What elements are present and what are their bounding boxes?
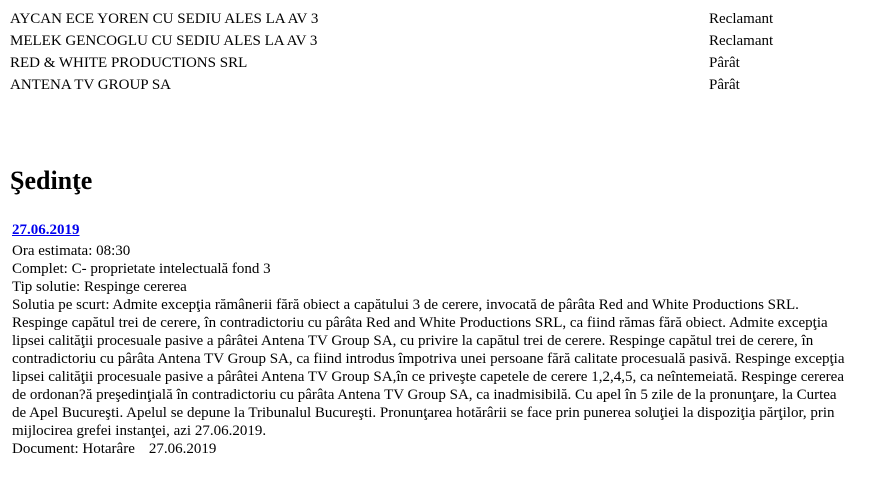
party-row [10, 52, 860, 74]
party-row [10, 74, 860, 96]
document-date: 27.06.2019 [148, 441, 217, 457]
session-solution-type: Tip solutie: Respinge cererea [12, 279, 187, 295]
party-role: Reclamant [709, 10, 774, 27]
party-role: Reclamant [709, 32, 774, 49]
session-document [12, 440, 852, 458]
parties-table [10, 8, 860, 96]
document-label: Document: Hotarâre [12, 441, 135, 457]
party-name: MELEK GENCOGLU CU SEDIU ALES LA AV 3 [10, 32, 318, 49]
session-date-link[interactable]: 27.06.2019 [12, 222, 80, 238]
session-entry [12, 221, 852, 458]
session-time: Ora estimata: 08:30 [12, 243, 131, 259]
party-name: AYCAN ECE YOREN CU SEDIU ALES LA AV 3 [10, 10, 319, 27]
party-row [10, 30, 860, 52]
party-role: Pârât [709, 54, 740, 71]
session-solution-summary: Solutia pe scurt: Admite excepţia rămânerii fără obiect a capătului 3 de cerere, invocată de pârâta Red and White Productions SRL. Respinge capătul trei de cerere, în contradictoriu cu pârâta Red and White Productions SRL, ca fiind rămas fără obiect. Admite excepţia lipsei calităţii procesuale pasive a pârâtei Antena TV Group SA, cu privire la capătul trei de cerere. Respinge capătul trei de cerere, în contradictoriu cu pârâta Antena TV Group SA, ca fiind introdus împotriva unei persoane fără calitate procesuală pasivă. Respinge excepţia lipsei calităţii procesuale pasive a pârâtei Antena TV Group SA,în ce priveşte capetele de cerere 1,2,4,5, ca neîntemeiată. Respinge cererea de ordonan?ă preşedinţială în contradictoriu cu pârâta Antena TV Group SA, ca inadmisibilă. Cu apel în 5 zile de la pronunţare, la Curtea de Apel Bucureşti. Apelul se depune la Tribunalul Bucureşti. Pronunţarea hotărârii se face prin punerea soluţiei la dispoziţia părţilor, prin mijlocirea grefei instanţei, azi 27.06.2019. [12, 297, 845, 439]
party-row [10, 8, 860, 30]
party-role: Pârât [709, 76, 740, 93]
party-name: RED & WHITE PRODUCTIONS SRL [10, 54, 248, 71]
session-panel: Complet: C- proprietate intelectuală fond 3 [12, 261, 271, 277]
sessions-heading: Şedinţe [10, 166, 93, 195]
party-name: ANTENA TV GROUP SA [10, 76, 171, 93]
